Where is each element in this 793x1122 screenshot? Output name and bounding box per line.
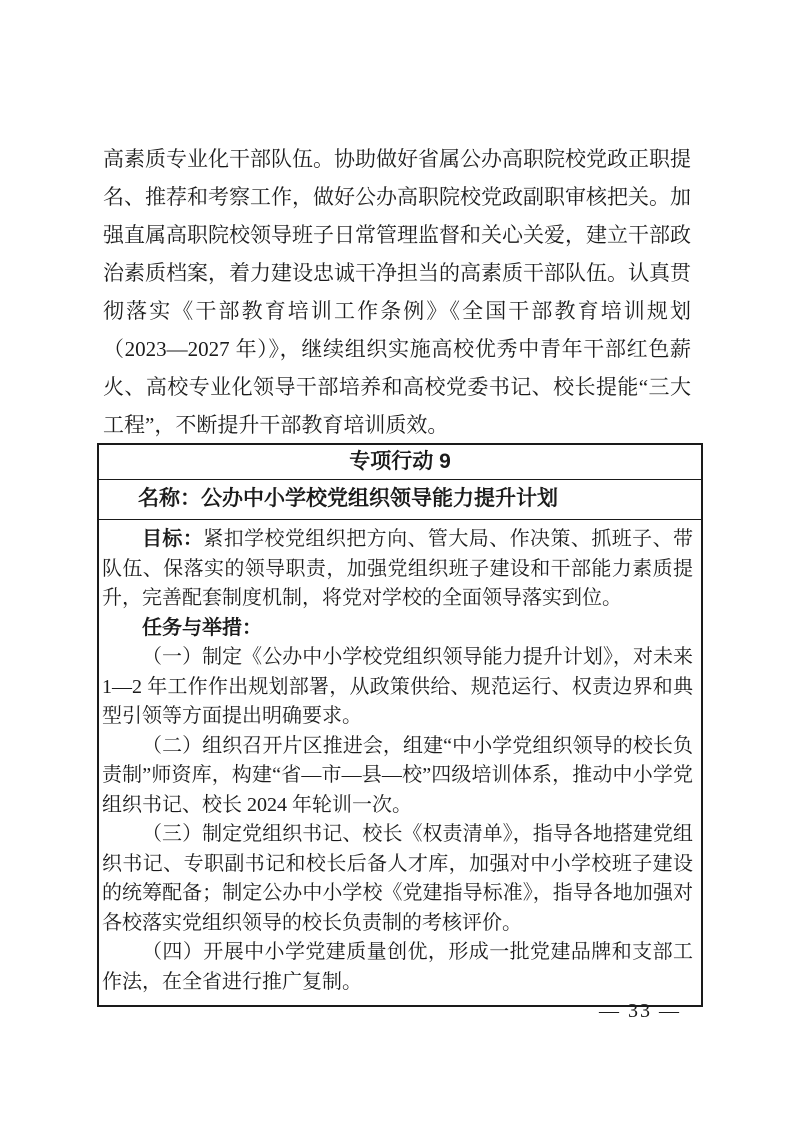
goal-paragraph xyxy=(102,525,693,614)
special-action-box xyxy=(97,443,703,1007)
action-box-name-row xyxy=(99,480,701,520)
action-box-title: 专项行动 9 xyxy=(99,445,701,480)
intro-paragraph: 高素质专业化干部队伍。协助做好省属公办高职院校党政正职提名、推荐和考察工作，做好公办高职院校党政副职审核把关。加强直属高职院校领导班子日常管理监督和关心关爱，建立干部政治素质档案，着力建设忠诚干净担当的高素质干部队伍。认真贯彻落实《干部教育培训工作条例》《全国干部教育培训规划（2023—2027 年）》，继续组织实施高校优秀中青年干部红色薪火、高校专业化领导干部培养和高校党委书记、校长提能“三大工程”，不断提升干部教育培训质效。 xyxy=(103,147,691,437)
goal-label: 目标： xyxy=(142,528,204,550)
task-item-4: （四）开展中小学党建质量创优，形成一批党建品牌和支部工作法，在全省进行推广复制。 xyxy=(102,941,693,993)
name-value: 公办中小学校党组织领导能力提升计划 xyxy=(201,487,558,510)
tasks-heading: 任务与举措： xyxy=(142,616,262,639)
task-item-1: （一）制定《公办中小学校党组织领导能力提升计划》，对未来 1—2 年工作作出规划部署，从政策供给、规范运行、权责边界和典型引领等方面提出明确要求。 xyxy=(102,646,693,727)
action-box-body xyxy=(99,520,701,1005)
page-number: — 33 — xyxy=(599,1000,681,1022)
task-item-2: （二）组织召开片区推进会，组建“中小学党组织领导的校长负责制”师资库，构建“省—市—县—校”四级培训体系，推动中小学党组织书记、校长 2024 年轮训一次。 xyxy=(102,734,693,816)
name-label: 名称： xyxy=(138,487,201,510)
task-item-3: （三）制定党组织书记、校长《权责清单》，指导各地搭建党组织书记、专职副书记和校长后备人才库，加强对中小学校班子建设的统筹配备；制定公办中小学校《党建指导标准》，指导各地加强对各校落实党组织领导的校长负责制的考核评价。 xyxy=(102,823,693,934)
goal-text: 紧扣学校党组织把方向、管大局、作决策、抓班子、带队伍、保落实的领导职责，加强党组织班子建设和干部能力素质提升，完善配套制度机制，将党对学校的全面领导落实到位。 xyxy=(102,528,694,609)
